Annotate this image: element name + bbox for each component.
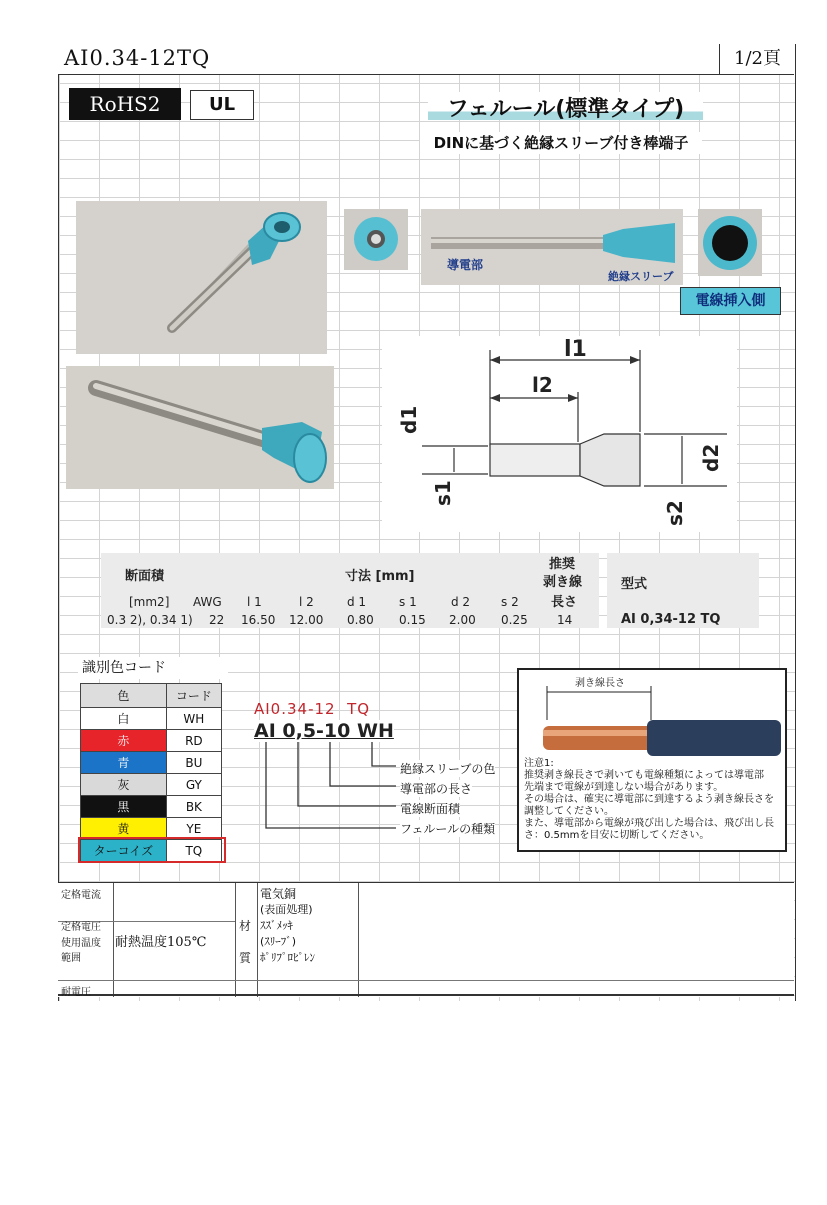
cell-l1: 16.50 xyxy=(241,613,276,627)
note-line: 推奨剥き線長さで剥いても電線種類によっては導電部 xyxy=(524,770,764,781)
cell-d2: 2.00 xyxy=(449,613,476,627)
color-code-cell: WH xyxy=(166,708,221,730)
model-box xyxy=(607,553,759,628)
rated-current-label: 定格電流 xyxy=(61,890,101,901)
color-name-cell: 灰 xyxy=(81,774,167,796)
withstand-label: 耐電圧 xyxy=(61,987,91,998)
color-row xyxy=(81,730,222,752)
note-heading: 注意1: xyxy=(524,758,554,769)
cell-l2: 12.00 xyxy=(289,613,324,627)
range-label: 範囲 xyxy=(61,953,81,964)
sub-d1: d 1 xyxy=(347,595,367,609)
spec-table xyxy=(101,553,599,628)
rated-voltage-label: 定格電圧 xyxy=(61,922,101,933)
color-row xyxy=(81,708,222,730)
dimension-diagram xyxy=(382,336,737,532)
s2-label: s2 xyxy=(663,500,687,526)
product-photo-diagonal xyxy=(66,366,334,489)
col-strip-header-c: 長さ xyxy=(551,595,578,610)
product-photo-angle xyxy=(76,201,327,354)
ul-badge: UL xyxy=(190,90,254,120)
d2-label: d2 xyxy=(699,443,723,472)
legend-sleeve-color: 絶縁スリーブの色 xyxy=(400,762,496,776)
material-line: ﾎﾟﾘﾌﾟﾛﾋﾟﾚﾝ xyxy=(260,951,315,964)
color-name-cell: 黄 xyxy=(81,818,167,840)
dimension-drawing xyxy=(382,336,737,532)
wire-insertion-side-label: 電線挿入側 xyxy=(680,287,781,315)
col-strip-header-a: 推奨 xyxy=(549,557,576,572)
product-photo-wire-side xyxy=(698,209,762,276)
example-code: AI 0,5-10 WH xyxy=(254,720,394,742)
ferrule-diagonal-image xyxy=(66,366,334,489)
color-row xyxy=(81,774,222,796)
sleeve-label: 絶縁スリーブ xyxy=(608,270,674,283)
ratings-table xyxy=(58,882,794,997)
color-name-cell: ターコイズ xyxy=(81,840,167,862)
cell-s2: 0.25 xyxy=(501,613,528,627)
sub-s2: s 2 xyxy=(501,595,519,609)
color-name-cell: 黒 xyxy=(81,796,167,818)
rohs-badge: RoHS2 xyxy=(69,88,181,120)
col-strip-header-b: 剥き線 xyxy=(543,575,583,590)
col-area-header: 断面積 xyxy=(125,569,165,584)
cell-s1: 0.15 xyxy=(399,613,426,627)
note-line: また、導電部から電線が飛び出した場合は、飛び出し長 xyxy=(524,818,774,829)
cell-area: 0.3 2), 0.34 1) xyxy=(107,613,193,627)
model-header: 型式 xyxy=(621,577,648,592)
l2-label: l2 xyxy=(532,373,553,397)
color-name-cell: 赤 xyxy=(81,730,167,752)
sub-d2: d 2 xyxy=(451,595,471,609)
col-dim-header: 寸法 [mm] xyxy=(345,569,415,584)
color-row xyxy=(81,752,222,774)
model-value: AI 0,34-12 TQ xyxy=(621,612,721,627)
product-photo-end xyxy=(344,209,408,270)
wire-entry-image xyxy=(698,209,762,276)
product-subtitle: DINに基づく絶縁スリーブ付き棒端子 xyxy=(420,132,702,154)
code-header: コード xyxy=(166,684,221,708)
cell-awg: 22 xyxy=(209,613,225,627)
d1-label: d1 xyxy=(397,405,421,434)
color-name-cell: 青 xyxy=(81,752,167,774)
temp-value: 耐熱温度105℃ xyxy=(115,935,207,950)
cell-strip: 14 xyxy=(557,613,573,627)
note-line: 先端まで電線が到達しない場合があります。 xyxy=(524,782,724,793)
ferrule-angle-image xyxy=(76,201,327,354)
color-code-cell: BU xyxy=(166,752,221,774)
ferrule-end-image xyxy=(344,209,408,270)
material-line: (ｽﾘｰﾌﾞ) xyxy=(260,935,297,948)
legend-ferrule-type: フェルールの種類 xyxy=(400,822,496,836)
material-line: (表面処理) xyxy=(260,903,313,916)
part-number-title: AI0.34-12TQ xyxy=(64,46,211,70)
sub-mm2: [mm2] xyxy=(129,595,170,609)
note-line: その場合は、確実に導電部に到達するよう剥き線長さを xyxy=(524,794,774,805)
color-code-title: 識別色コード xyxy=(78,657,228,679)
turquoise-highlight xyxy=(78,837,226,863)
sub-l2: l 2 xyxy=(299,595,314,609)
color-header: 色 xyxy=(81,684,167,708)
product-title: フェルール(標準タイプ) xyxy=(428,92,703,120)
color-code-table xyxy=(80,683,222,862)
temp-label: 使用温度 xyxy=(61,938,101,949)
material-line: ｽｽﾞﾒｯｷ xyxy=(260,919,293,932)
note-line: 調整してください。 xyxy=(524,806,614,817)
legend-wire-area: 電線断面積 xyxy=(400,802,461,816)
sub-l1: l 1 xyxy=(247,595,262,609)
strip-length-label: 剥き線長さ xyxy=(575,678,625,689)
color-code-cell: YE xyxy=(166,818,221,840)
conductor-label: 導電部 xyxy=(447,258,484,272)
naming-leader-lines xyxy=(258,742,398,862)
sub-awg: AWG xyxy=(193,595,222,609)
color-code-cell: GY xyxy=(166,774,221,796)
color-code-cell: BK xyxy=(166,796,221,818)
stripped-wire-image xyxy=(519,670,785,760)
sub-s1: s 1 xyxy=(399,595,417,609)
material-label-1: 材 xyxy=(239,919,252,933)
color-code-cell: RD xyxy=(166,730,221,752)
s1-label: s1 xyxy=(431,480,455,506)
l1-label: l1 xyxy=(564,337,587,362)
cell-d1: 0.80 xyxy=(347,613,374,627)
legend-conductor-length: 導電部の長さ xyxy=(400,782,473,796)
material-label-2: 質 xyxy=(239,951,252,965)
note-line: さ：0.5mmを目安に切断してください。 xyxy=(524,830,710,841)
color-row xyxy=(81,796,222,818)
color-code-cell: TQ xyxy=(166,840,221,862)
actual-code: AI0.34-12 TQ xyxy=(254,700,371,718)
page-indicator: 1/2頁 xyxy=(719,44,795,74)
material-line: 電気銅 xyxy=(260,887,297,901)
note-text xyxy=(524,758,778,842)
color-name-cell: 白 xyxy=(81,708,167,730)
